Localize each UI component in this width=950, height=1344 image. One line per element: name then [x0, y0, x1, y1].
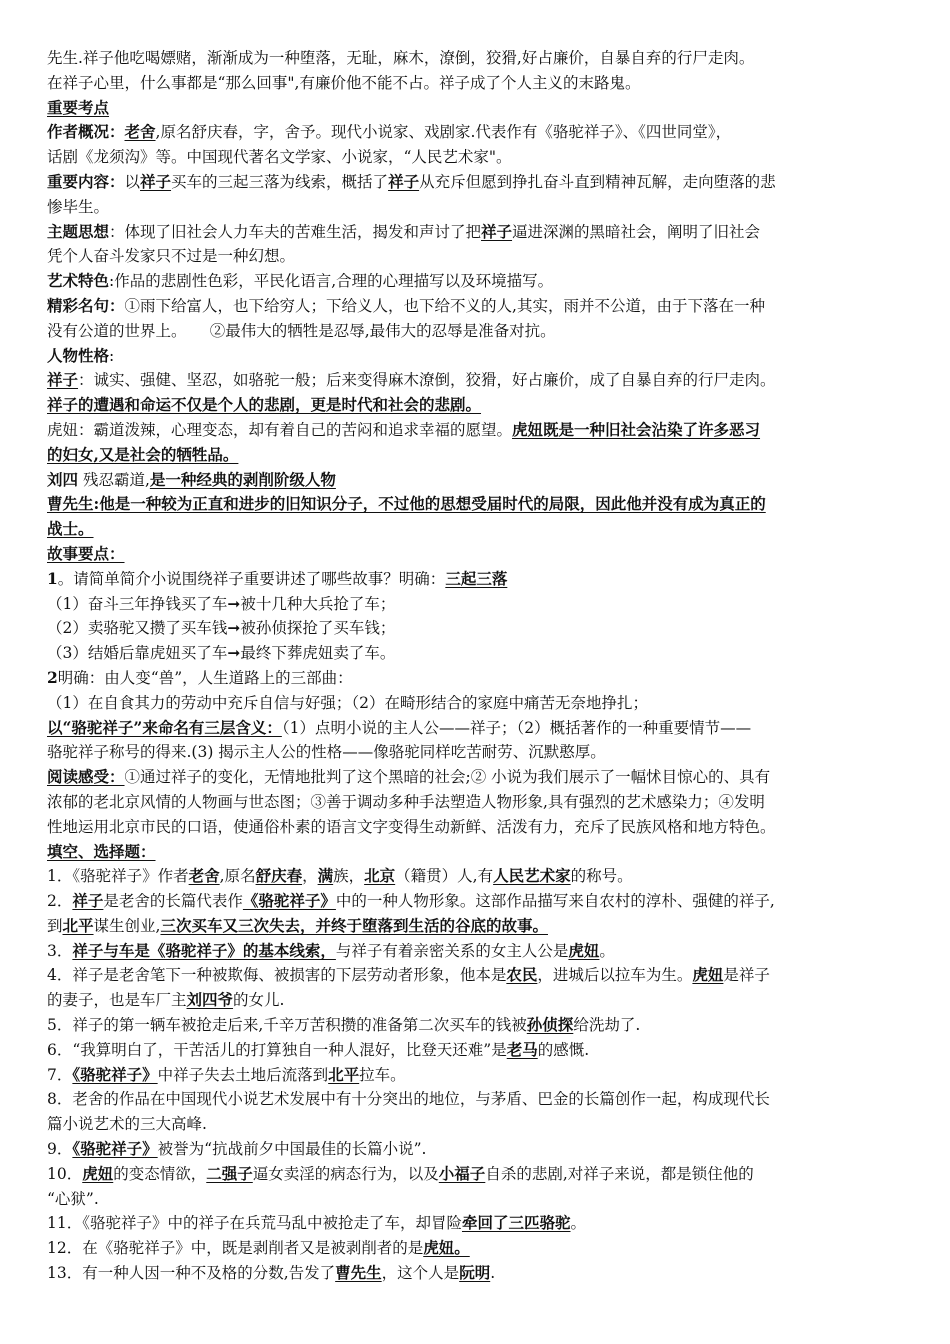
- text-line: [47, 963, 909, 988]
- text-segment: 被誉为“抗战前夕中国最佳的长篇小说”.: [157, 1140, 427, 1159]
- text-segment: 给洗劫了.: [573, 1016, 641, 1035]
- text-line: [47, 294, 909, 319]
- text-line: [47, 220, 909, 245]
- text-segment: 10．: [47, 1164, 83, 1183]
- text-segment: 残忍霸道,: [78, 470, 150, 489]
- text-segment: 老马: [506, 1039, 538, 1059]
- text-segment: 1: [47, 568, 58, 588]
- text-segment: 祥子: [72, 891, 104, 911]
- text-segment: 填空、选择题：: [47, 841, 156, 861]
- text-segment: 1．《骆驼祥子》作者: [47, 867, 189, 886]
- text-segment: 《骆驼祥子》: [72, 1139, 158, 1159]
- text-segment: 8．老舍的作品在中国现代小说艺术发展中有十分突出的地位，与茅盾、巴金的长篇创作一起，构成现代长: [47, 1090, 770, 1109]
- text-segment: 。: [570, 1214, 587, 1233]
- text-segment: 6．“我算明白了，干苦活儿的打算独自一种人混好，比登天还难”是: [47, 1040, 507, 1059]
- text-line: [47, 815, 909, 840]
- text-segment: 阮明: [459, 1263, 491, 1283]
- text-line: [47, 666, 909, 691]
- text-segment: 北平: [328, 1064, 360, 1084]
- text-segment: 人民艺术家: [493, 866, 571, 886]
- text-line: [47, 96, 909, 121]
- text-segment: 舒庆春: [255, 866, 303, 886]
- text-segment: ①通过祥子的变化，无情地批判了这个黑暗的社会;② 小说为我们展示了一幅怵目惊心的、具有: [124, 768, 771, 787]
- text-segment: 三次买车又三次失去，并终于堕落到生活的谷底的故事。: [160, 915, 548, 935]
- text-segment: 的女儿.: [233, 991, 285, 1010]
- text-segment: 4．祥子是老舍笔下一种被欺侮、被损害的下层劳动者形象，他本是: [47, 966, 507, 985]
- text-segment: 买车的三起三落为线索，概括了: [171, 172, 389, 191]
- text-segment: 2．: [47, 892, 73, 911]
- text-line: [47, 71, 909, 96]
- text-line: [47, 1236, 909, 1261]
- text-segment: 是一种经典的剥削阶级人物: [149, 469, 336, 489]
- text-segment: 虎妞既是一种旧社会沾染了许多恶习: [512, 419, 761, 439]
- text-segment: ,原名舒庆春，字，舍予。现代小说家、戏剧家.代表作有《骆驼祥子》、《四世同堂》，: [155, 123, 732, 142]
- text-segment: 逼进深渊的黑暗社会，阐明了旧社会: [512, 222, 761, 241]
- text-line: [47, 368, 909, 393]
- text-segment: 重要内容：: [47, 171, 125, 191]
- text-line: [47, 418, 909, 443]
- text-line: [47, 170, 909, 195]
- text-segment: 在祥子心里，什么事都是“那么回事",有廉价他不能不占。祥子成了个人主义的末路鬼。: [47, 73, 641, 92]
- text-segment: （籍贯）人,有: [395, 867, 494, 886]
- text-segment: :作品的悲剧性色彩，平民化语言,合理的心理描写以及环境描写。: [109, 272, 554, 291]
- text-segment: ,原名: [219, 867, 256, 886]
- text-segment: 的称号。: [570, 867, 633, 886]
- text-segment: 北平: [62, 915, 94, 935]
- text-segment: ，进城后以拉车为生。: [537, 966, 693, 985]
- text-line: [47, 244, 909, 269]
- text-line: [47, 269, 909, 294]
- text-segment: 三起三落: [445, 568, 508, 588]
- text-segment: 孙侦探: [526, 1015, 574, 1035]
- text-segment: 刘四: [47, 469, 79, 489]
- text-segment: 人物性格: [47, 345, 110, 365]
- text-segment: 谋生创业,: [93, 916, 161, 935]
- text-segment: 祥子: [140, 171, 172, 191]
- text-line: [47, 1261, 909, 1286]
- text-line: [47, 1063, 909, 1088]
- text-segment: 性地运用北京市民的口语，使通俗朴素的语言文字变得生动新鲜、活泼有力，充斥了民族风格和地方特色。: [47, 817, 776, 836]
- text-line: [47, 1137, 909, 1162]
- text-segment: 的妻子，也是车厂主: [47, 991, 187, 1010]
- text-segment: 逼女卖淫的病态行为，以及: [252, 1164, 439, 1183]
- text-segment: （1）奋斗三年挣钱买了车➞被十几种大兵抢了车；: [47, 594, 396, 613]
- text-segment: 刘四爷: [186, 990, 234, 1010]
- text-segment: ，: [302, 867, 318, 886]
- text-segment: 从充斥但愿到挣扎奋斗直到精神瓦解，走向堕落的悲: [419, 172, 776, 191]
- text-segment: 北京: [364, 866, 396, 886]
- text-line: [47, 1162, 909, 1187]
- text-line: [47, 46, 909, 71]
- text-line: [47, 939, 909, 964]
- text-segment: 与祥子有着亲密关系的女主人公是: [335, 941, 569, 960]
- text-segment: 12．在《骆驼祥子》中，既是剥削者又是被剥削者的是: [47, 1239, 424, 1258]
- text-segment: 虎妞。: [423, 1238, 470, 1258]
- text-segment: 拉车。: [359, 1065, 406, 1084]
- text-segment: 是老舍的长篇代表作: [103, 892, 243, 911]
- text-segment: 篇小说艺术的三大高峰.: [47, 1115, 207, 1134]
- text-line: [47, 120, 909, 145]
- text-segment: 虎妞: [82, 1163, 114, 1183]
- text-segment: 曹先生:他是一种较为正直和进步的旧知识分子，不过他的思想受届时代的局限，因此他并没有成为真正的: [47, 494, 766, 514]
- text-segment: 2: [47, 667, 58, 687]
- text-segment: 祥子: [481, 221, 513, 241]
- text-segment: 5．祥子的第一辆车被抢走后来,千辛万苦积攒的准备第二次买车的钱被: [47, 1016, 527, 1035]
- text-line: [47, 592, 909, 617]
- text-segment: 主题思想: [47, 221, 110, 241]
- text-segment: 祥子的遭遇和命运不仅是个人的悲剧，更是时代和社会的悲剧。: [47, 395, 482, 415]
- text-segment: ：诚实、强健、坚忍，如骆驼一般；后来变得麻木潦倒，狡猾，好占廉价，成了自暴自弃的行尸走肉。: [78, 371, 776, 390]
- text-segment: 的感慨.: [537, 1040, 590, 1059]
- text-segment: 自杀的悲剧,对祥子来说，都是锁住他的: [485, 1164, 754, 1183]
- text-segment: 祥子: [388, 171, 420, 191]
- text-line: [47, 1087, 909, 1112]
- text-segment: 曹先生: [335, 1263, 382, 1283]
- text-line: [47, 790, 909, 815]
- text-line: [47, 542, 909, 567]
- text-segment: 先生.祥子他吃喝嫖赌，渐渐成为一种堕落，无耻，麻木，潦倒，狡猾,好占廉价，自暴自弃的行尸走肉。: [47, 49, 755, 67]
- text-segment: 没有公道的世界上。 ②最伟大的牺牲是忍辱,最伟大的忍辱是准备对抗。: [47, 321, 556, 340]
- text-segment: 虎妞：霸道泼辣，心理变态，却有着自己的苦闷和追求幸福的愿望。: [47, 420, 513, 439]
- text-segment: ，这个人是: [381, 1264, 460, 1283]
- text-segment: 以: [124, 172, 141, 191]
- text-segment: ①雨下给富人，也下给穷人；下给义人，也下给不义的人,其实，雨并不公道，由于下落在一种: [124, 296, 765, 315]
- text-line: [47, 468, 909, 493]
- text-segment: 祥子: [47, 370, 79, 390]
- text-line: [47, 691, 909, 716]
- text-segment: （2）卖骆驼又攒了买车钱➞被孙侦探抢了买车钱；: [47, 619, 396, 638]
- text-line: [47, 443, 909, 468]
- text-line: [47, 344, 909, 369]
- text-segment: 牵回了三匹骆驼: [461, 1213, 571, 1233]
- text-line: [47, 195, 909, 220]
- text-segment: 中祥子失去土地后流落到: [157, 1065, 329, 1084]
- text-segment: 重要考点: [47, 97, 110, 117]
- text-line: [47, 1112, 909, 1137]
- text-line: [47, 319, 909, 344]
- text-segment: 。: [599, 941, 615, 960]
- text-line: [47, 641, 909, 666]
- text-segment: ：体现了旧社会人力车夫的苦难生活，揭发和声讨了把: [109, 222, 482, 241]
- text-line: [47, 1038, 909, 1063]
- text-segment: 二强子: [206, 1163, 253, 1183]
- text-segment: 。请简单简介小说围绕祥子重要讲述了哪些故事？明确：: [57, 569, 446, 588]
- text-segment: 族，: [333, 867, 365, 886]
- text-segment: 以“骆驼祥子”来命名有三层含义：: [47, 717, 282, 737]
- text-segment: 《骆驼祥子》: [242, 891, 336, 911]
- text-line: [47, 740, 909, 765]
- text-line: [47, 840, 909, 865]
- text-line: [47, 1013, 909, 1038]
- text-segment: 祥子与车是《骆驼祥子》的基本线索，: [72, 940, 336, 960]
- text-line: [47, 716, 909, 741]
- text-segment: 中的一种人物形象。这部作品描写来自农村的淳朴、强健的祥子,: [335, 892, 775, 911]
- text-segment: 7．: [47, 1065, 73, 1084]
- text-segment: 的妇女,又是社会的牺牲品。: [47, 444, 239, 464]
- text-segment: :: [109, 346, 115, 365]
- text-line: [47, 492, 909, 517]
- text-segment: 凭个人奋斗发家只不过是一种幻想。: [47, 247, 296, 266]
- text-segment: 浓郁的老北京风情的人物画与世态图；③善于调动多种手法塑造人物形象,具有强烈的艺术感染力；④发明: [47, 792, 765, 811]
- text-line: [47, 864, 909, 889]
- text-segment: 3．: [47, 941, 73, 960]
- text-line: [47, 1187, 909, 1212]
- text-segment: 是祥子: [723, 966, 770, 985]
- text-line: [47, 1211, 909, 1236]
- text-line: [47, 765, 909, 790]
- text-segment: 虎妞: [568, 940, 600, 960]
- text-line: [47, 914, 909, 939]
- text-segment: 9．: [47, 1140, 73, 1159]
- text-segment: 作者概况：: [47, 122, 125, 142]
- text-segment: 艺术特色: [47, 271, 110, 291]
- text-segment: 的变态情欲，: [113, 1164, 207, 1183]
- text-line: [47, 988, 909, 1013]
- text-line: [47, 517, 909, 542]
- text-segment: “心狱”.: [47, 1189, 99, 1208]
- text-segment: 故事要点：: [47, 543, 125, 563]
- text-segment: （1）在自食其力的劳动中充斥自信与好强；（2）在畸形结合的家庭中痛苦无奈地挣扎；: [47, 693, 648, 712]
- text-segment: 惨毕生。: [47, 197, 110, 216]
- document-body: [47, 46, 909, 1286]
- text-segment: 11．《骆驼祥子》中的祥子在兵荒马乱中被抢走了车，却冒险: [47, 1214, 462, 1233]
- text-segment: 骆驼祥子称号的得来.(3) 揭示主人公的性格——像骆驼同样吃苦耐劳、沉默憨厚。: [47, 743, 606, 762]
- text-segment: 话剧《龙须沟》等。中国现代著名文学家、小说家，“人民艺术家"。: [47, 148, 512, 167]
- text-segment: 小福子: [438, 1163, 486, 1183]
- text-segment: 虎妞: [692, 965, 724, 985]
- text-segment: 农民: [506, 965, 538, 985]
- text-segment: 精彩名句：: [47, 295, 125, 315]
- text-line: [47, 393, 909, 418]
- text-segment: 明确：由人变“兽”，人生道路上的三部曲：: [57, 668, 353, 687]
- text-segment: 《骆驼祥子》: [72, 1064, 158, 1084]
- text-segment: 阅读感受：: [47, 767, 125, 787]
- text-segment: 老舍: [188, 866, 220, 886]
- text-segment: 老舍: [124, 122, 156, 142]
- text-segment: （1）点明小说的主人公——祥子；（2）概括著作的一种重要情节——: [281, 718, 752, 737]
- text-segment: （3）结婚后靠虎妞买了车➞最终下葬虎妞卖了车。: [47, 644, 396, 663]
- text-line: [47, 145, 909, 170]
- text-segment: 13．有一种人因一种不及格的分数,告发了: [47, 1264, 336, 1283]
- text-line: [47, 616, 909, 641]
- text-line: [47, 889, 909, 914]
- text-segment: .: [490, 1264, 496, 1283]
- text-segment: 战士。: [47, 519, 94, 539]
- text-line: [47, 567, 909, 592]
- text-segment: 满: [317, 866, 334, 886]
- text-segment: 到: [47, 916, 63, 935]
